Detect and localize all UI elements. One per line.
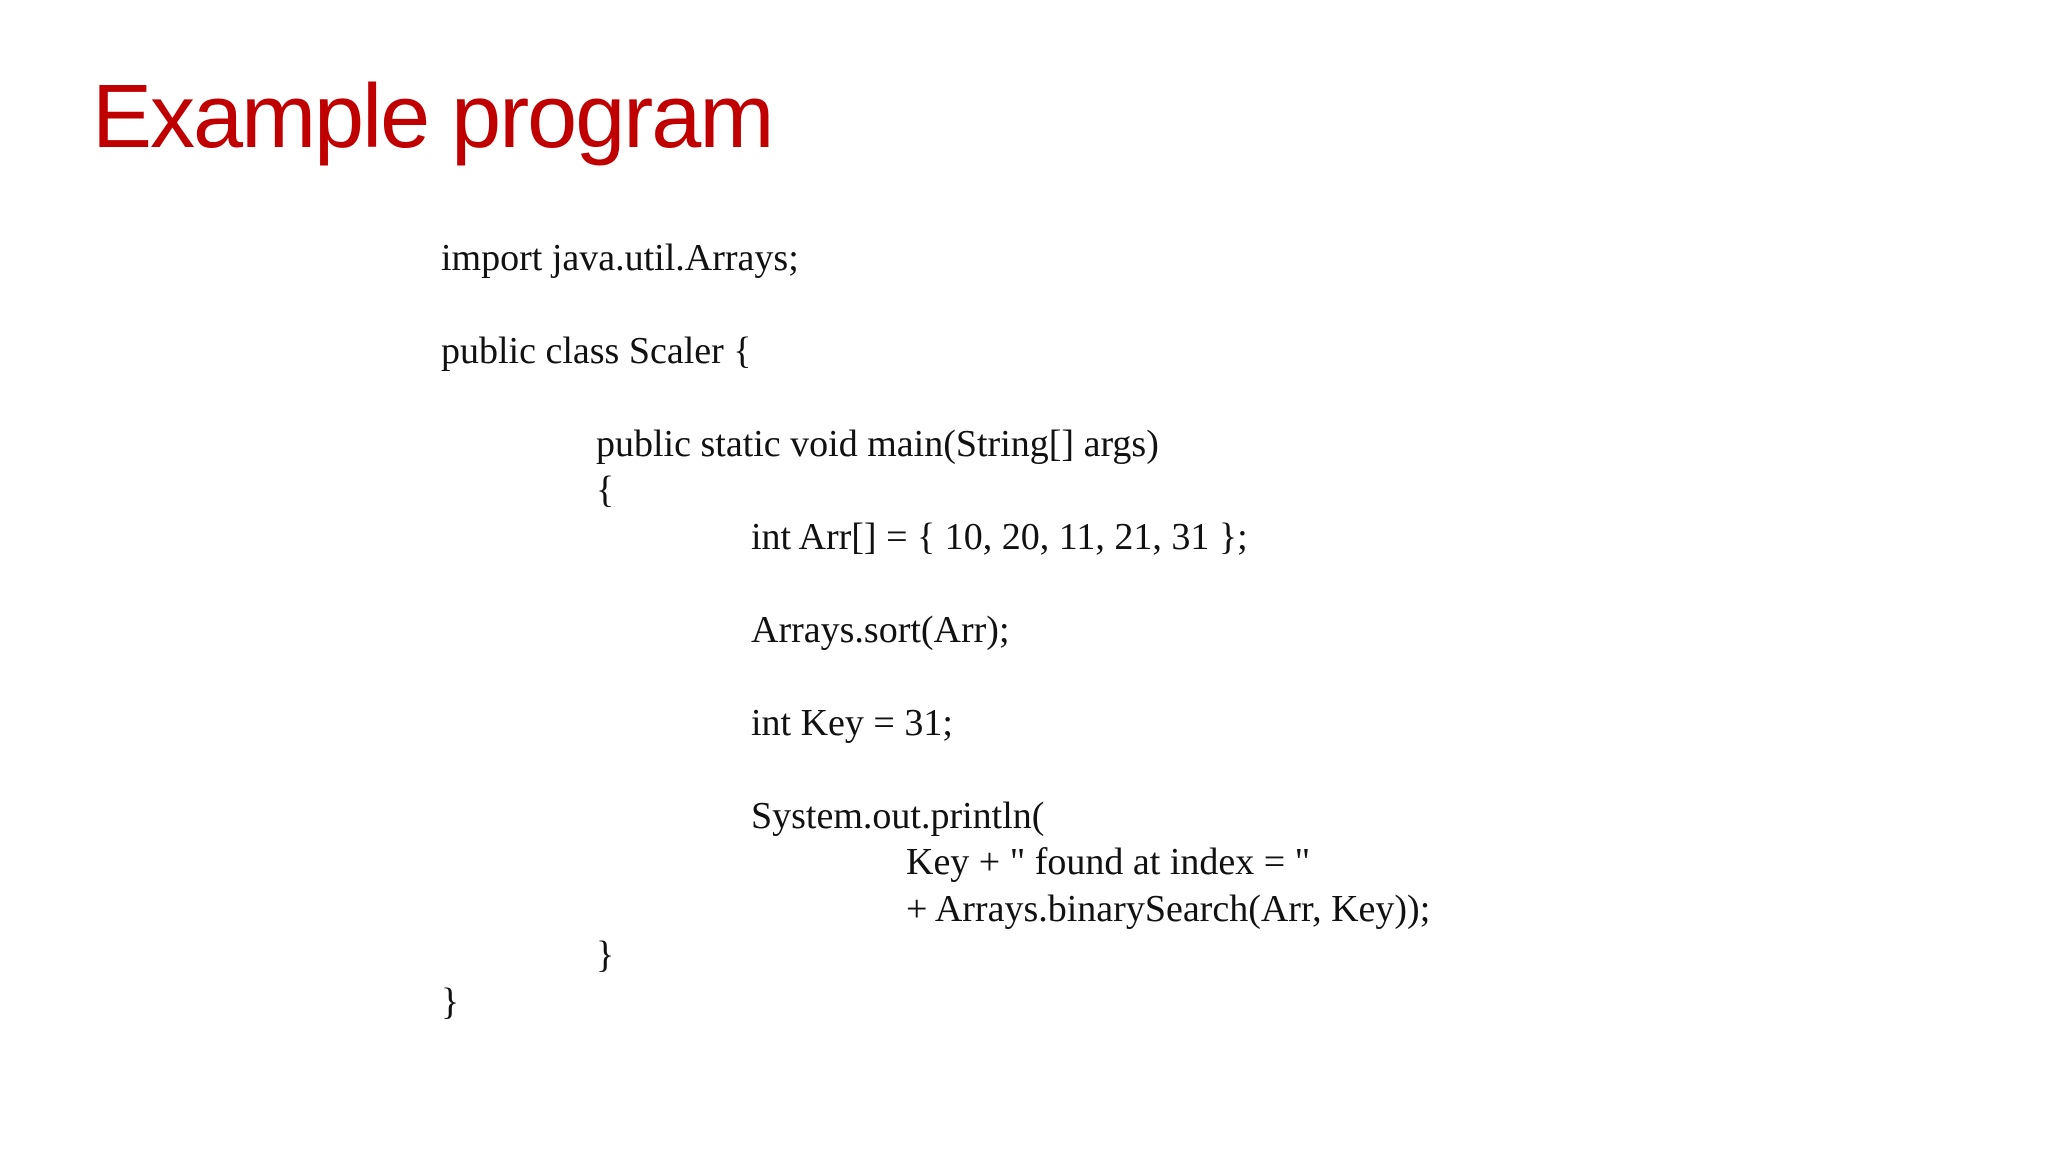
code-line: Arrays.sort(Arr); — [751, 609, 1010, 651]
code-line: System.out.println( — [751, 795, 1045, 837]
code-line: int Key = 31; — [751, 702, 953, 744]
code-line: int Arr[] = { 10, 20, 11, 21, 31 }; — [751, 516, 1248, 558]
slide-title: Example program — [92, 67, 773, 167]
code-line: } — [441, 981, 460, 1023]
code-line: + Arrays.binarySearch(Arr, Key)); — [906, 888, 1431, 930]
code-line: public class Scaler { — [441, 330, 752, 372]
code-line: } — [596, 934, 615, 976]
code-line: { — [596, 469, 615, 511]
code-line: import java.util.Arrays; — [441, 237, 799, 279]
code-line: Key + " found at index = " — [906, 841, 1311, 883]
code-line: public static void main(String[] args) — [596, 423, 1159, 465]
